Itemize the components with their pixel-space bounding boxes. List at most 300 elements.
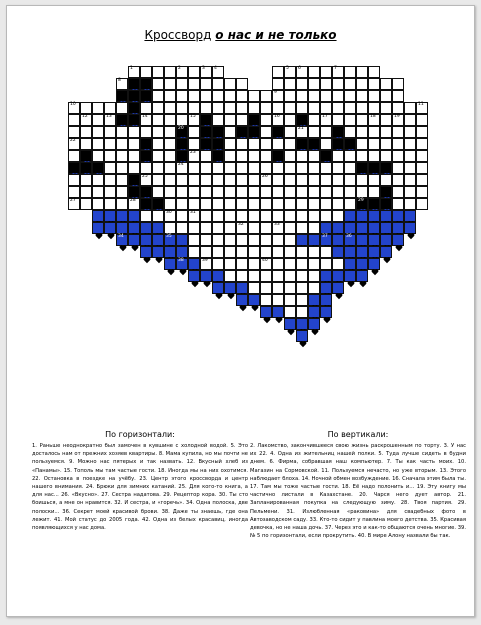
grid-cell[interactable] — [248, 282, 260, 294]
grid-cell[interactable] — [188, 150, 200, 162]
grid-cell[interactable] — [416, 162, 428, 174]
grid-cell[interactable] — [128, 162, 140, 174]
grid-cell[interactable] — [272, 114, 284, 126]
grid-cell[interactable] — [344, 78, 356, 90]
grid-cell[interactable] — [332, 174, 344, 186]
grid-cell[interactable] — [260, 246, 272, 258]
grid-cell[interactable] — [236, 246, 248, 258]
grid-cell[interactable] — [200, 90, 212, 102]
grid-cell[interactable] — [164, 126, 176, 138]
grid-cell[interactable] — [320, 138, 332, 150]
grid-cell[interactable] — [224, 234, 236, 246]
grid-cell[interactable] — [296, 198, 308, 210]
grid-cell[interactable] — [356, 114, 368, 126]
grid-cell[interactable] — [260, 138, 272, 150]
grid-cell[interactable] — [320, 102, 332, 114]
grid-cell[interactable] — [284, 270, 296, 282]
grid-cell[interactable] — [296, 186, 308, 198]
grid-cell[interactable] — [128, 150, 140, 162]
grid-cell[interactable] — [140, 102, 152, 114]
grid-cell[interactable] — [176, 210, 188, 222]
grid-cell[interactable] — [284, 306, 296, 318]
grid-cell[interactable] — [260, 150, 272, 162]
grid-cell[interactable] — [284, 186, 296, 198]
grid-cell[interactable] — [68, 126, 80, 138]
grid-cell[interactable] — [356, 90, 368, 102]
grid-cell[interactable] — [140, 126, 152, 138]
grid-cell[interactable] — [332, 162, 344, 174]
grid-cell[interactable] — [344, 198, 356, 210]
grid-cell[interactable] — [116, 174, 128, 186]
grid-cell[interactable] — [116, 162, 128, 174]
grid-cell[interactable] — [188, 126, 200, 138]
grid-cell[interactable] — [380, 90, 392, 102]
grid-cell[interactable] — [320, 66, 332, 78]
grid-cell[interactable] — [116, 186, 128, 198]
grid-cell[interactable] — [308, 210, 320, 222]
grid-cell[interactable] — [116, 102, 128, 114]
grid-cell[interactable] — [104, 138, 116, 150]
grid-cell[interactable] — [248, 210, 260, 222]
grid-cell[interactable] — [152, 126, 164, 138]
grid-cell[interactable] — [248, 246, 260, 258]
grid-cell[interactable] — [416, 186, 428, 198]
grid-cell[interactable] — [236, 150, 248, 162]
grid-cell[interactable] — [392, 138, 404, 150]
grid-cell[interactable] — [140, 114, 152, 126]
grid-cell[interactable] — [416, 198, 428, 210]
grid-cell[interactable] — [272, 222, 284, 234]
grid-cell[interactable] — [212, 90, 224, 102]
grid-cell[interactable] — [332, 90, 344, 102]
grid-cell[interactable] — [224, 126, 236, 138]
grid-cell[interactable] — [140, 66, 152, 78]
grid-cell[interactable] — [248, 270, 260, 282]
grid-cell[interactable] — [128, 138, 140, 150]
grid-cell[interactable] — [104, 114, 116, 126]
grid-cell[interactable] — [380, 174, 392, 186]
grid-cell[interactable] — [236, 186, 248, 198]
grid-cell[interactable] — [200, 174, 212, 186]
grid-cell[interactable] — [152, 138, 164, 150]
grid-cell[interactable] — [392, 174, 404, 186]
grid-cell[interactable] — [80, 114, 92, 126]
grid-cell[interactable] — [224, 138, 236, 150]
grid-cell[interactable] — [92, 198, 104, 210]
grid-cell[interactable] — [296, 102, 308, 114]
grid-cell[interactable] — [356, 186, 368, 198]
grid-cell[interactable] — [308, 114, 320, 126]
grid-cell[interactable] — [248, 174, 260, 186]
grid-cell[interactable] — [344, 186, 356, 198]
grid-cell[interactable] — [344, 90, 356, 102]
grid-cell[interactable] — [176, 66, 188, 78]
grid-cell[interactable] — [296, 174, 308, 186]
grid-cell[interactable] — [296, 246, 308, 258]
grid-cell[interactable] — [260, 126, 272, 138]
grid-cell[interactable] — [272, 186, 284, 198]
grid-cell[interactable] — [284, 222, 296, 234]
grid-cell[interactable] — [392, 126, 404, 138]
grid-cell[interactable] — [308, 270, 320, 282]
grid-cell[interactable] — [200, 210, 212, 222]
grid-cell[interactable] — [212, 78, 224, 90]
grid-cell[interactable] — [368, 78, 380, 90]
grid-cell[interactable] — [80, 174, 92, 186]
grid-cell[interactable] — [200, 222, 212, 234]
grid-cell[interactable] — [212, 198, 224, 210]
grid-cell[interactable] — [248, 186, 260, 198]
grid-cell[interactable] — [380, 126, 392, 138]
grid-cell[interactable] — [272, 174, 284, 186]
grid-cell[interactable] — [308, 174, 320, 186]
grid-cell[interactable] — [176, 114, 188, 126]
grid-cell[interactable] — [284, 162, 296, 174]
grid-cell[interactable] — [284, 78, 296, 90]
grid-cell[interactable] — [116, 138, 128, 150]
grid-cell[interactable] — [332, 78, 344, 90]
grid-cell[interactable] — [236, 102, 248, 114]
grid-cell[interactable] — [68, 114, 80, 126]
grid-cell[interactable] — [152, 78, 164, 90]
grid-cell[interactable] — [356, 102, 368, 114]
grid-cell[interactable] — [200, 246, 212, 258]
grid-cell[interactable] — [104, 186, 116, 198]
grid-cell[interactable] — [392, 78, 404, 90]
grid-cell[interactable] — [332, 198, 344, 210]
grid-cell[interactable] — [404, 114, 416, 126]
grid-cell[interactable] — [224, 114, 236, 126]
grid-cell[interactable] — [164, 198, 176, 210]
grid-cell[interactable] — [236, 258, 248, 270]
grid-cell[interactable] — [200, 186, 212, 198]
grid-cell[interactable] — [188, 114, 200, 126]
grid-cell[interactable] — [416, 114, 428, 126]
grid-cell[interactable] — [212, 174, 224, 186]
grid-cell[interactable] — [236, 210, 248, 222]
grid-cell[interactable] — [224, 258, 236, 270]
grid-cell[interactable] — [260, 210, 272, 222]
grid-cell[interactable] — [284, 102, 296, 114]
grid-cell[interactable] — [128, 66, 140, 78]
grid-cell[interactable] — [308, 282, 320, 294]
grid-cell[interactable] — [176, 78, 188, 90]
grid-cell[interactable] — [272, 246, 284, 258]
grid-cell[interactable] — [296, 150, 308, 162]
grid-cell[interactable] — [200, 198, 212, 210]
grid-cell[interactable] — [404, 102, 416, 114]
grid-cell[interactable] — [164, 138, 176, 150]
grid-cell[interactable] — [80, 138, 92, 150]
grid-cell[interactable] — [236, 198, 248, 210]
grid-cell[interactable] — [296, 294, 308, 306]
grid-cell[interactable] — [320, 126, 332, 138]
grid-cell[interactable] — [332, 66, 344, 78]
grid-cell[interactable] — [164, 162, 176, 174]
grid-cell[interactable] — [200, 66, 212, 78]
grid-cell[interactable] — [164, 90, 176, 102]
grid-cell[interactable] — [200, 258, 212, 270]
grid-cell[interactable] — [392, 102, 404, 114]
grid-cell[interactable] — [392, 90, 404, 102]
grid-cell[interactable] — [104, 198, 116, 210]
grid-cell[interactable] — [152, 210, 164, 222]
grid-cell[interactable] — [248, 222, 260, 234]
grid-cell[interactable] — [404, 162, 416, 174]
grid-cell[interactable] — [260, 198, 272, 210]
grid-cell[interactable] — [344, 114, 356, 126]
grid-cell[interactable] — [92, 150, 104, 162]
grid-cell[interactable] — [176, 186, 188, 198]
grid-cell[interactable] — [224, 90, 236, 102]
grid-cell[interactable] — [224, 270, 236, 282]
grid-cell[interactable] — [272, 198, 284, 210]
grid-cell[interactable] — [164, 66, 176, 78]
grid-cell[interactable] — [356, 126, 368, 138]
grid-cell[interactable] — [416, 150, 428, 162]
grid-cell[interactable] — [272, 102, 284, 114]
grid-cell[interactable] — [128, 126, 140, 138]
grid-cell[interactable] — [284, 150, 296, 162]
grid-cell[interactable] — [260, 174, 272, 186]
grid-cell[interactable] — [212, 162, 224, 174]
grid-cell[interactable] — [212, 66, 224, 78]
grid-cell[interactable] — [320, 198, 332, 210]
grid-cell[interactable] — [260, 102, 272, 114]
grid-cell[interactable] — [92, 114, 104, 126]
grid-cell[interactable] — [212, 234, 224, 246]
grid-cell[interactable] — [344, 66, 356, 78]
grid-cell[interactable] — [152, 186, 164, 198]
grid-cell[interactable] — [212, 246, 224, 258]
grid-cell[interactable] — [236, 222, 248, 234]
grid-cell[interactable] — [164, 150, 176, 162]
grid-cell[interactable] — [68, 102, 80, 114]
grid-cell[interactable] — [272, 90, 284, 102]
grid-cell[interactable] — [260, 90, 272, 102]
grid-cell[interactable] — [404, 198, 416, 210]
grid-cell[interactable] — [164, 174, 176, 186]
grid-cell[interactable] — [320, 174, 332, 186]
grid-cell[interactable] — [320, 78, 332, 90]
grid-cell[interactable] — [296, 66, 308, 78]
grid-cell[interactable] — [92, 186, 104, 198]
grid-cell[interactable] — [368, 66, 380, 78]
grid-cell[interactable] — [68, 186, 80, 198]
grid-cell[interactable] — [284, 114, 296, 126]
grid-cell[interactable] — [284, 282, 296, 294]
grid-cell[interactable] — [164, 78, 176, 90]
grid-cell[interactable] — [176, 90, 188, 102]
grid-cell[interactable] — [356, 66, 368, 78]
grid-cell[interactable] — [260, 270, 272, 282]
grid-cell[interactable] — [224, 246, 236, 258]
grid-cell[interactable] — [284, 246, 296, 258]
grid-cell[interactable] — [260, 222, 272, 234]
grid-cell[interactable] — [308, 78, 320, 90]
grid-cell[interactable] — [272, 258, 284, 270]
grid-cell[interactable] — [104, 126, 116, 138]
grid-cell[interactable] — [188, 210, 200, 222]
grid-cell[interactable] — [272, 234, 284, 246]
grid-cell[interactable] — [176, 102, 188, 114]
grid-cell[interactable] — [212, 210, 224, 222]
grid-cell[interactable] — [140, 162, 152, 174]
grid-cell[interactable] — [188, 246, 200, 258]
grid-cell[interactable] — [188, 138, 200, 150]
grid-cell[interactable] — [284, 138, 296, 150]
grid-cell[interactable] — [104, 150, 116, 162]
grid-cell[interactable] — [380, 150, 392, 162]
grid-cell[interactable] — [92, 126, 104, 138]
grid-cell[interactable] — [248, 138, 260, 150]
grid-cell[interactable] — [380, 138, 392, 150]
grid-cell[interactable] — [176, 198, 188, 210]
grid-cell[interactable] — [248, 162, 260, 174]
grid-cell[interactable] — [260, 258, 272, 270]
grid-cell[interactable] — [368, 114, 380, 126]
grid-cell[interactable] — [296, 282, 308, 294]
grid-cell[interactable] — [284, 294, 296, 306]
grid-cell[interactable] — [344, 162, 356, 174]
grid-cell[interactable] — [236, 138, 248, 150]
grid-cell[interactable] — [68, 138, 80, 150]
grid-cell[interactable] — [188, 162, 200, 174]
grid-cell[interactable] — [344, 174, 356, 186]
grid-cell[interactable] — [116, 78, 128, 90]
grid-cell[interactable] — [224, 102, 236, 114]
grid-cell[interactable] — [224, 222, 236, 234]
grid-cell[interactable] — [392, 186, 404, 198]
grid-cell[interactable] — [188, 234, 200, 246]
grid-cell[interactable] — [260, 282, 272, 294]
grid-cell[interactable] — [392, 162, 404, 174]
grid-cell[interactable] — [224, 210, 236, 222]
grid-cell[interactable] — [260, 234, 272, 246]
grid-cell[interactable] — [416, 126, 428, 138]
grid-cell[interactable] — [344, 150, 356, 162]
grid-cell[interactable] — [308, 246, 320, 258]
grid-cell[interactable] — [272, 162, 284, 174]
grid-cell[interactable] — [92, 138, 104, 150]
grid-cell[interactable] — [116, 126, 128, 138]
grid-cell[interactable] — [152, 114, 164, 126]
grid-cell[interactable] — [68, 198, 80, 210]
grid-cell[interactable] — [284, 126, 296, 138]
grid-cell[interactable] — [260, 114, 272, 126]
grid-cell[interactable] — [212, 102, 224, 114]
grid-cell[interactable] — [80, 102, 92, 114]
grid-cell[interactable] — [248, 150, 260, 162]
grid-cell[interactable] — [284, 174, 296, 186]
grid-cell[interactable] — [332, 258, 344, 270]
grid-cell[interactable] — [188, 186, 200, 198]
grid-cell[interactable] — [332, 186, 344, 198]
grid-cell[interactable] — [140, 210, 152, 222]
grid-cell[interactable] — [260, 186, 272, 198]
grid-cell[interactable] — [212, 114, 224, 126]
grid-cell[interactable] — [116, 198, 128, 210]
grid-cell[interactable] — [188, 78, 200, 90]
grid-cell[interactable] — [404, 150, 416, 162]
grid-cell[interactable] — [224, 186, 236, 198]
grid-cell[interactable] — [296, 306, 308, 318]
grid-cell[interactable] — [248, 198, 260, 210]
grid-cell[interactable] — [404, 186, 416, 198]
grid-cell[interactable] — [212, 258, 224, 270]
grid-cell[interactable] — [176, 174, 188, 186]
grid-cell[interactable] — [200, 78, 212, 90]
grid-cell[interactable] — [368, 186, 380, 198]
grid-cell[interactable] — [332, 150, 344, 162]
grid-cell[interactable] — [176, 162, 188, 174]
grid-cell[interactable] — [68, 174, 80, 186]
grid-cell[interactable] — [248, 90, 260, 102]
grid-cell[interactable] — [368, 174, 380, 186]
grid-cell[interactable] — [380, 78, 392, 90]
grid-cell[interactable] — [392, 150, 404, 162]
grid-cell[interactable] — [344, 126, 356, 138]
grid-cell[interactable] — [308, 222, 320, 234]
grid-cell[interactable] — [308, 162, 320, 174]
grid-cell[interactable] — [224, 150, 236, 162]
grid-cell[interactable] — [416, 102, 428, 114]
grid-cell[interactable] — [296, 78, 308, 90]
grid-cell[interactable] — [284, 198, 296, 210]
grid-cell[interactable] — [296, 258, 308, 270]
grid-cell[interactable] — [368, 138, 380, 150]
grid-cell[interactable] — [188, 90, 200, 102]
grid-cell[interactable] — [200, 234, 212, 246]
grid-cell[interactable] — [104, 102, 116, 114]
grid-cell[interactable] — [188, 102, 200, 114]
grid-cell[interactable] — [284, 210, 296, 222]
grid-cell[interactable] — [272, 270, 284, 282]
grid-cell[interactable] — [164, 210, 176, 222]
grid-cell[interactable] — [260, 294, 272, 306]
grid-cell[interactable] — [188, 198, 200, 210]
grid-cell[interactable] — [68, 150, 80, 162]
grid-cell[interactable] — [188, 222, 200, 234]
grid-cell[interactable] — [272, 66, 284, 78]
grid-cell[interactable] — [104, 174, 116, 186]
grid-cell[interactable] — [200, 150, 212, 162]
grid-cell[interactable] — [80, 126, 92, 138]
grid-cell[interactable] — [128, 198, 140, 210]
grid-cell[interactable] — [308, 102, 320, 114]
grid-cell[interactable] — [332, 210, 344, 222]
grid-cell[interactable] — [368, 150, 380, 162]
grid-cell[interactable] — [92, 102, 104, 114]
grid-cell[interactable] — [344, 102, 356, 114]
grid-cell[interactable] — [188, 174, 200, 186]
grid-cell[interactable] — [272, 294, 284, 306]
grid-cell[interactable] — [416, 174, 428, 186]
grid-cell[interactable] — [236, 114, 248, 126]
grid-cell[interactable] — [320, 90, 332, 102]
grid-cell[interactable] — [164, 114, 176, 126]
grid-cell[interactable] — [272, 282, 284, 294]
grid-cell[interactable] — [284, 66, 296, 78]
grid-cell[interactable] — [224, 174, 236, 186]
grid-cell[interactable] — [152, 90, 164, 102]
grid-cell[interactable] — [152, 162, 164, 174]
grid-cell[interactable] — [368, 126, 380, 138]
grid-cell[interactable] — [296, 162, 308, 174]
grid-cell[interactable] — [392, 114, 404, 126]
grid-cell[interactable] — [248, 258, 260, 270]
grid-cell[interactable] — [320, 114, 332, 126]
